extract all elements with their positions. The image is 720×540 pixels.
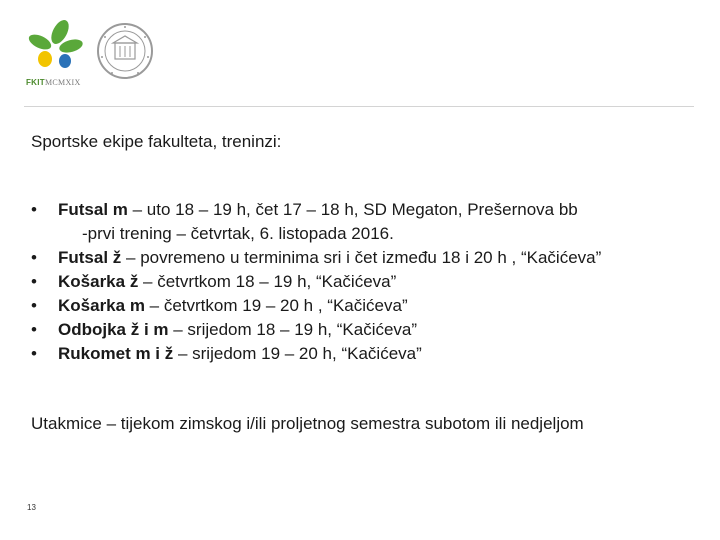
logo-text-fkit: FKIT: [26, 78, 45, 87]
list-item: [31, 294, 601, 318]
bullet: •: [31, 296, 37, 315]
schedule-text: – povremeno u terminima sri i čet između 18 i 20 h , “Kačićeva”: [121, 248, 602, 267]
team-name: Košarka m: [58, 296, 145, 315]
team-name: Futsal ž: [58, 248, 122, 267]
schedule-text: – srijedom 19 – 20 h, “Kačićeva”: [173, 344, 422, 363]
intro-heading: Sportske ekipe fakulteta, treninzi:: [31, 132, 282, 151]
training-list: [31, 198, 601, 366]
logo-area: [24, 16, 164, 92]
page-number: 13: [27, 503, 36, 512]
bullet: •: [31, 200, 37, 219]
team-name: Odbojka ž i m: [58, 320, 169, 339]
list-item: [31, 270, 601, 294]
bullet: •: [31, 344, 37, 363]
bullet: •: [31, 272, 37, 291]
bullet: •: [31, 248, 37, 267]
schedule-text: – uto 18 – 19 h, čet 17 – 18 h, SD Megaton, Prešernova bb: [127, 200, 578, 219]
team-name: Rukomet m i ž: [58, 344, 174, 363]
logo-text: [26, 78, 81, 87]
bullet: •: [31, 320, 37, 339]
list-item: [31, 246, 601, 270]
sub-note: -prvi trening – četvrtak, 6. listopada 2016.: [82, 224, 394, 243]
logo-text-year: MCMXIX: [44, 78, 81, 87]
list-item: [31, 198, 601, 246]
schedule-text: – srijedom 18 – 19 h, “Kačićeva”: [168, 320, 418, 339]
matches-note: Utakmice – tijekom zimskog i/ili proljetnog semestra subotom ili nedjeljom: [31, 414, 584, 433]
schedule-text: – četvrtkom 19 – 20 h , “Kačićeva”: [144, 296, 408, 315]
list-item: [31, 342, 601, 366]
team-name: Futsal m: [58, 200, 128, 219]
university-seal-icon: [96, 22, 154, 80]
list-item: [31, 318, 601, 342]
fkit-flower-logo-icon: [24, 16, 86, 74]
header-divider: [24, 106, 694, 107]
schedule-text: – četvrtkom 18 – 19 h, “Kačićeva”: [138, 272, 397, 291]
team-name: Košarka ž: [58, 272, 139, 291]
